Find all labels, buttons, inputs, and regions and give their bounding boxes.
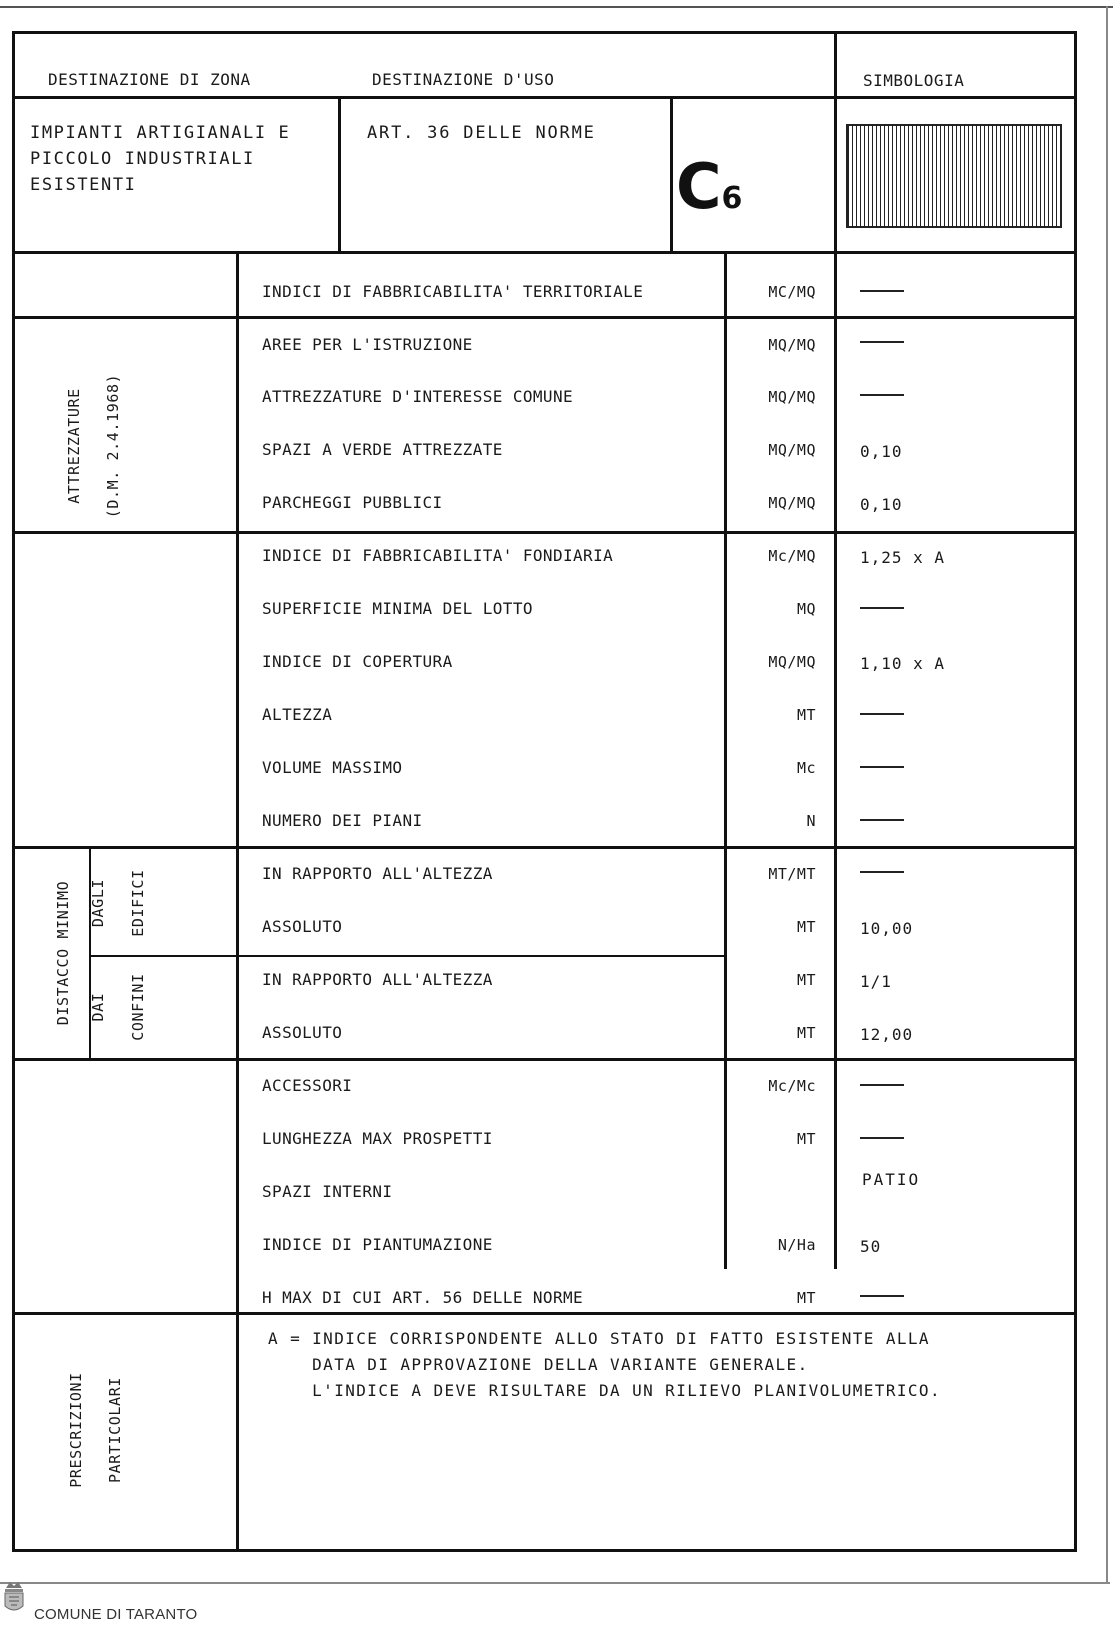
row-unit: MQ/MQ bbox=[768, 494, 816, 512]
row-label: INDICE DI FABBRICABILITA' FONDIARIA bbox=[262, 546, 614, 565]
row-value: 12,00 bbox=[860, 1025, 914, 1044]
row-unit: MT bbox=[796, 918, 816, 936]
row-unit: N bbox=[806, 812, 816, 830]
prescrizioni-label: PRESCRIZIONI bbox=[67, 1372, 85, 1488]
header-use-label: DESTINAZIONE D'USO bbox=[372, 70, 555, 89]
empty-value-dash bbox=[860, 871, 904, 873]
group-label-distacco: DISTACCO MINIMO bbox=[54, 880, 72, 1026]
zone-code-number: 6 bbox=[721, 181, 743, 216]
edifici-label: EDIFICI bbox=[129, 869, 147, 937]
row-unit: MT bbox=[796, 706, 816, 724]
row-unit: N/Ha bbox=[777, 1236, 816, 1254]
municipal-crest-icon bbox=[2, 1578, 26, 1620]
grid-line bbox=[338, 96, 341, 251]
grid-line bbox=[89, 955, 725, 957]
row-unit: Mc/Mc bbox=[768, 1077, 816, 1095]
empty-value-dash bbox=[860, 766, 904, 768]
zone-description-line: ESISTENTI bbox=[30, 175, 137, 195]
row-value: 50 bbox=[860, 1237, 882, 1256]
grid-line bbox=[12, 1058, 1077, 1061]
hatch-symbol bbox=[846, 124, 1062, 228]
grid-line bbox=[12, 251, 1077, 254]
confini-label: CONFINI bbox=[129, 973, 147, 1041]
zone-code-letter: C bbox=[676, 150, 720, 223]
row-value: 1,25 x A bbox=[860, 548, 946, 567]
empty-value-dash bbox=[860, 341, 904, 343]
row-label: H MAX DI CUI ART. 56 DELLE NORME bbox=[262, 1288, 584, 1307]
row-label: SPAZI INTERNI bbox=[262, 1182, 393, 1201]
empty-value-dash bbox=[860, 607, 904, 609]
empty-value-dash bbox=[860, 394, 904, 396]
footer-comune: COMUNE DI TARANTO bbox=[34, 1606, 198, 1623]
row-value: 1/1 bbox=[860, 972, 892, 991]
grid-line bbox=[12, 316, 1077, 319]
row-unit: MQ/MQ bbox=[768, 441, 816, 459]
zone-article: ART. 36 DELLE NORME bbox=[367, 123, 596, 143]
grid-line bbox=[236, 251, 239, 1552]
row-unit: MT bbox=[796, 1130, 816, 1148]
page-edge bbox=[0, 1582, 1110, 1584]
row-value: 0,10 bbox=[860, 442, 903, 461]
row-unit: MC/MQ bbox=[768, 283, 816, 301]
zone-description-line: PICCOLO INDUSTRIALI bbox=[30, 149, 255, 169]
prescrizioni-note-line: DATA DI APPROVAZIONE DELLA VARIANTE GENERALE. bbox=[268, 1355, 809, 1374]
edifici-label: DAGLI bbox=[89, 878, 107, 928]
empty-value-dash bbox=[860, 819, 904, 821]
header-zone-label: DESTINAZIONE DI ZONA bbox=[48, 70, 251, 89]
row-label: PARCHEGGI PUBBLICI bbox=[262, 493, 443, 512]
row-unit: Mc/MQ bbox=[768, 547, 816, 565]
empty-value-dash bbox=[860, 713, 904, 715]
confini-label: DAI bbox=[89, 992, 107, 1022]
row-unit: MT bbox=[796, 1024, 816, 1042]
row-label: INDICI DI FABBRICABILITA' TERRITORIALE bbox=[262, 282, 644, 301]
row-label: SUPERFICIE MINIMA DEL LOTTO bbox=[262, 599, 533, 618]
row-unit: MT bbox=[796, 1289, 816, 1307]
prescrizioni-note-line: L'INDICE A DEVE RISULTARE DA UN RILIEVO PLANIVOLUMETRICO. bbox=[268, 1381, 942, 1400]
grid-line bbox=[12, 1312, 1077, 1315]
group-label-attrezzature: ATTREZZATURE bbox=[65, 388, 83, 504]
grid-line bbox=[12, 531, 1077, 534]
empty-value-dash bbox=[860, 1084, 904, 1086]
row-label: ASSOLUTO bbox=[262, 1023, 343, 1042]
grid-line bbox=[724, 251, 727, 1269]
page-edge bbox=[0, 6, 1113, 8]
empty-value-dash bbox=[860, 290, 904, 292]
row-unit: MT bbox=[796, 971, 816, 989]
row-unit: Mc bbox=[796, 759, 816, 777]
page-edge bbox=[1106, 6, 1108, 1584]
grid-line bbox=[834, 31, 837, 1269]
group-sublabel-attrezzature: (D.M. 2.4.1968) bbox=[104, 373, 122, 519]
row-label: LUNGHEZZA MAX PROSPETTI bbox=[262, 1129, 493, 1148]
empty-value-dash bbox=[860, 1137, 904, 1139]
row-label: IN RAPPORTO ALL'ALTEZZA bbox=[262, 864, 493, 883]
row-label: VOLUME MASSIMO bbox=[262, 758, 403, 777]
row-value: PATIO bbox=[862, 1170, 921, 1189]
grid-line bbox=[12, 846, 1077, 849]
row-unit: MT/MT bbox=[768, 865, 816, 883]
zone-description-line: IMPIANTI ARTIGIANALI E bbox=[30, 123, 291, 143]
prescrizioni-note-line: A = INDICE CORRISPONDENTE ALLO STATO DI FATTO ESISTENTE ALLA bbox=[268, 1329, 930, 1348]
row-value: 10,00 bbox=[860, 919, 914, 938]
header-symbol-label: SIMBOLOGIA bbox=[863, 71, 965, 90]
row-label: ACCESSORI bbox=[262, 1076, 353, 1095]
row-unit: MQ/MQ bbox=[768, 653, 816, 671]
grid-line bbox=[670, 96, 673, 251]
row-value: 0,10 bbox=[860, 495, 903, 514]
row-label: ALTEZZA bbox=[262, 705, 333, 724]
row-label: INDICE DI COPERTURA bbox=[262, 652, 453, 671]
row-label: INDICE DI PIANTUMAZIONE bbox=[262, 1235, 493, 1254]
row-unit: MQ/MQ bbox=[768, 388, 816, 406]
empty-value-dash bbox=[860, 1295, 904, 1297]
row-label: SPAZI A VERDE ATTREZZATE bbox=[262, 440, 503, 459]
row-label: IN RAPPORTO ALL'ALTEZZA bbox=[262, 970, 493, 989]
zone-code bbox=[676, 150, 742, 223]
row-label: ASSOLUTO bbox=[262, 917, 343, 936]
zone-sheet bbox=[12, 31, 1077, 1552]
row-label: NUMERO DEI PIANI bbox=[262, 811, 423, 830]
grid-line bbox=[12, 96, 1077, 99]
row-unit: MQ bbox=[796, 600, 816, 618]
row-value: 1,10 x A bbox=[860, 654, 946, 673]
prescrizioni-label: PARTICOLARI bbox=[106, 1377, 124, 1483]
row-unit: MQ/MQ bbox=[768, 336, 816, 354]
row-label: AREE PER L'ISTRUZIONE bbox=[262, 335, 473, 354]
row-label: ATTREZZATURE D'INTERESSE COMUNE bbox=[262, 387, 574, 406]
